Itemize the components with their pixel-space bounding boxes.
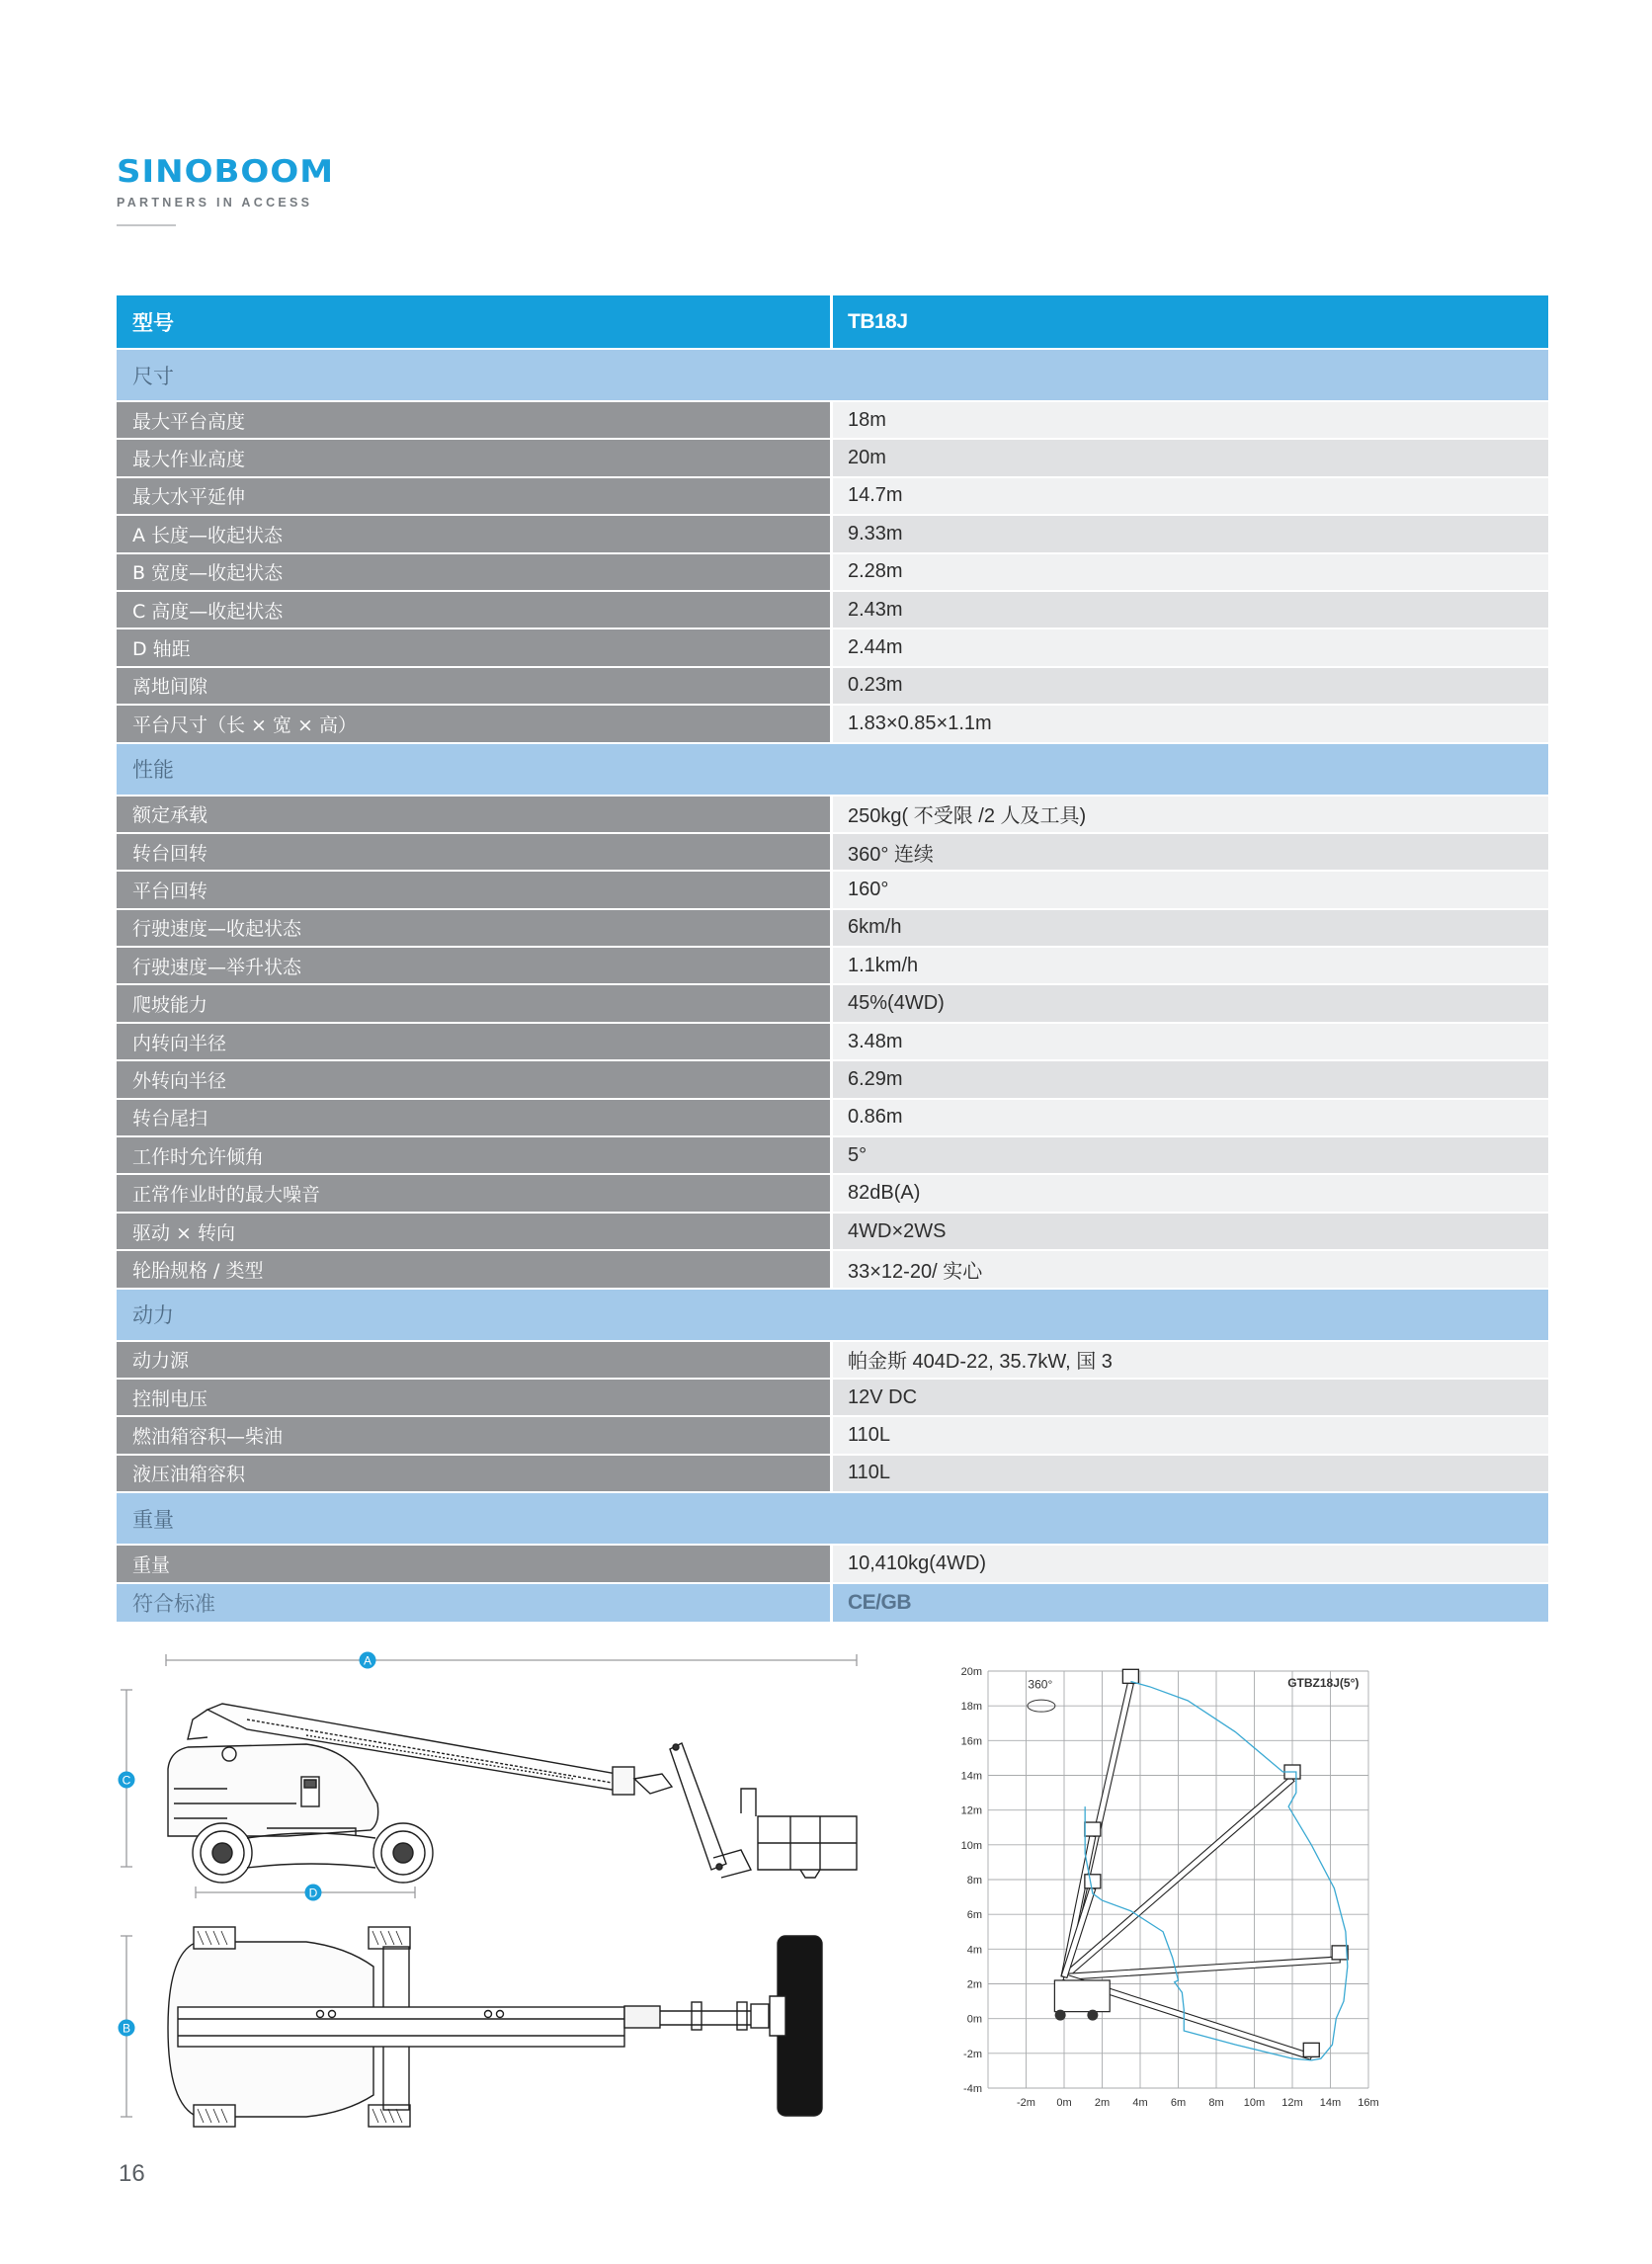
y-tick-label: 4m xyxy=(966,1944,982,1957)
chart-y-ticks xyxy=(961,1666,982,2095)
spec-label: 最大平台高度 xyxy=(117,402,833,438)
spec-value: 2.28m xyxy=(833,554,1548,590)
section-row xyxy=(117,1290,1548,1342)
section-title: 动力 xyxy=(117,1290,833,1340)
spec-row xyxy=(117,706,1548,743)
spec-value: 20m xyxy=(833,440,1548,475)
spec-row xyxy=(117,1175,1548,1213)
spec-row xyxy=(117,554,1548,592)
y-tick-label: 14m xyxy=(960,1770,982,1783)
spec-label: 控制电压 xyxy=(117,1380,833,1415)
spec-label: 驱动 × 转向 xyxy=(117,1214,833,1249)
spec-value: 1.83×0.85×1.1m xyxy=(833,706,1548,741)
section-row xyxy=(117,744,1548,797)
machine-dimension-drawing xyxy=(109,1640,879,2154)
section-title: 性能 xyxy=(117,744,833,795)
spec-value: 6km/h xyxy=(833,910,1548,946)
spec-label: A 长度—收起状态 xyxy=(117,516,833,551)
x-tick-label: 4m xyxy=(1132,2097,1148,2109)
section-title: 重量 xyxy=(117,1493,833,1544)
marker-c xyxy=(119,1772,135,1789)
spec-value: 14.7m xyxy=(833,478,1548,514)
y-tick-label: 10m xyxy=(960,1839,982,1852)
spec-label: 行驶速度—收起状态 xyxy=(117,910,833,946)
chart-machine-base xyxy=(1054,1980,1110,2021)
section-row xyxy=(117,350,1548,402)
spec-value: 6.29m xyxy=(833,1061,1548,1097)
svg-text:C: C xyxy=(122,1773,131,1788)
y-tick-label: 0m xyxy=(966,2013,982,2026)
boom-position xyxy=(1064,1957,1341,1980)
spec-label: B 宽度—收起状态 xyxy=(117,554,833,590)
section-spacer xyxy=(833,350,1548,400)
svg-text:B: B xyxy=(122,2021,131,2036)
platform-basket xyxy=(1085,1875,1101,1888)
spec-row xyxy=(117,1251,1548,1289)
marker-d xyxy=(305,1885,322,1901)
y-tick-label: 12m xyxy=(960,1804,982,1817)
spec-label: 爬坡能力 xyxy=(117,985,833,1021)
spec-row xyxy=(117,1137,1548,1175)
spec-value: 250kg( 不受限 /2 人及工具) xyxy=(833,797,1548,832)
spec-label: 工作时允许倾角 xyxy=(117,1137,833,1173)
spec-row xyxy=(117,1061,1548,1099)
spec-table-body xyxy=(117,350,1548,1584)
platform-basket xyxy=(1303,2043,1319,2056)
x-tick-label: 16m xyxy=(1358,2097,1379,2109)
spec-value: 110L xyxy=(833,1417,1548,1453)
spec-value: 360° 连续 xyxy=(833,834,1548,870)
x-tick-label: 14m xyxy=(1319,2097,1342,2109)
spec-value: 2.44m xyxy=(833,629,1548,665)
spec-row xyxy=(117,1380,1548,1417)
spec-value: 3.48m xyxy=(833,1024,1548,1059)
spec-value: 18m xyxy=(833,402,1548,438)
brand-tagline: PARTNERS IN ACCESS xyxy=(117,196,313,210)
spec-value: 160° xyxy=(833,872,1548,907)
spec-value: 1.1km/h xyxy=(833,948,1548,983)
y-tick-label: -2m xyxy=(963,2048,982,2060)
rotation-label: 360° xyxy=(1028,1677,1053,1692)
spec-label: 额定承载 xyxy=(117,797,833,832)
spec-row xyxy=(117,440,1548,477)
spec-label: 正常作业时的最大噪音 xyxy=(117,1175,833,1211)
page-number: 16 xyxy=(119,2160,145,2187)
y-tick-label: 16m xyxy=(960,1735,982,1748)
machine-wheel xyxy=(1055,2010,1066,2021)
x-tick-label: 12m xyxy=(1281,2097,1303,2109)
spec-label: 平台尺寸（长 × 宽 × 高） xyxy=(117,706,833,741)
marker-a xyxy=(360,1652,376,1669)
spec-value: 0.23m xyxy=(833,668,1548,704)
machine-chassis xyxy=(1054,1980,1110,2012)
y-tick-label: -4m xyxy=(963,2083,982,2095)
chart-title: GTBZ18J(5°) xyxy=(1287,1675,1360,1690)
spec-label: 液压油箱容积 xyxy=(117,1456,833,1491)
x-tick-label: 8m xyxy=(1208,2097,1224,2109)
platform-basket xyxy=(1085,1822,1101,1836)
y-tick-label: 18m xyxy=(960,1701,982,1714)
y-tick-label: 20m xyxy=(960,1666,982,1678)
spec-row xyxy=(117,910,1548,948)
standards-value: CE/GB xyxy=(833,1584,1548,1622)
working-range-chart xyxy=(939,1635,1403,2139)
x-tick-label: 0m xyxy=(1056,2097,1072,2109)
spec-label: 转台回转 xyxy=(117,834,833,870)
standards-label: 符合标准 xyxy=(117,1584,833,1622)
spec-row xyxy=(117,516,1548,553)
y-tick-label: 6m xyxy=(966,1909,982,1922)
svg-text:A: A xyxy=(363,1653,372,1668)
spec-row xyxy=(117,872,1548,909)
spec-label: 重量 xyxy=(117,1546,833,1581)
section-spacer xyxy=(833,1493,1548,1544)
spec-row xyxy=(117,478,1548,516)
standards-row xyxy=(117,1584,1548,1624)
logo-divider xyxy=(117,224,176,226)
envelope-line xyxy=(1130,1682,1347,2060)
spec-row xyxy=(117,629,1548,667)
spec-row xyxy=(117,1342,1548,1380)
spec-row xyxy=(117,797,1548,834)
svg-text:D: D xyxy=(308,1886,318,1900)
spec-row xyxy=(117,1214,1548,1251)
spec-label: 最大作业高度 xyxy=(117,440,833,475)
platform-basket xyxy=(1122,1669,1138,1683)
spec-row xyxy=(117,1546,1548,1583)
spec-value: 33×12-20/ 实心 xyxy=(833,1251,1548,1287)
rotation-annotation xyxy=(1028,1678,1055,1713)
spec-label: 最大水平延伸 xyxy=(117,478,833,514)
section-spacer xyxy=(833,1290,1548,1340)
spec-label: D 轴距 xyxy=(117,629,833,665)
spec-label: 内转向半径 xyxy=(117,1024,833,1059)
spec-row xyxy=(117,1100,1548,1137)
spec-row xyxy=(117,948,1548,985)
spec-label: 外转向半径 xyxy=(117,1061,833,1097)
spec-value: 0.86m xyxy=(833,1100,1548,1135)
spec-table xyxy=(117,295,1548,1624)
spec-value: 帕金斯 404D-22, 35.7kW, 国 3 xyxy=(833,1342,1548,1378)
brand-name: SINOBOOM xyxy=(117,153,335,191)
spec-value: 5° xyxy=(833,1137,1548,1173)
platform-basket xyxy=(1332,1946,1348,1960)
spec-label: 燃油箱容积—柴油 xyxy=(117,1417,833,1453)
spec-row xyxy=(117,592,1548,629)
spec-row xyxy=(117,668,1548,706)
spec-label: 平台回转 xyxy=(117,872,833,907)
spec-value: 110L xyxy=(833,1456,1548,1491)
spec-value: 10,410kg(4WD) xyxy=(833,1546,1548,1581)
spec-label: C 高度—收起状态 xyxy=(117,592,833,628)
spec-label: 离地间隙 xyxy=(117,668,833,704)
spec-label: 行驶速度—举升状态 xyxy=(117,948,833,983)
marker-b xyxy=(119,2020,135,2037)
machine-wheel xyxy=(1087,2010,1098,2021)
spec-value: 12V DC xyxy=(833,1380,1548,1415)
header-model: TB18J xyxy=(833,295,1548,348)
x-tick-label: 2m xyxy=(1094,2097,1111,2109)
spec-row xyxy=(117,402,1548,440)
spec-row xyxy=(117,1456,1548,1493)
top-view-machine xyxy=(168,1927,822,2127)
spec-row xyxy=(117,985,1548,1023)
spec-value: 45%(4WD) xyxy=(833,985,1548,1021)
side-view-machine xyxy=(168,1704,857,1883)
x-tick-label: 6m xyxy=(1170,2097,1187,2109)
spec-row xyxy=(117,1024,1548,1061)
chart-x-ticks xyxy=(1017,2097,1379,2109)
spec-value: 82dB(A) xyxy=(833,1175,1548,1211)
x-tick-label: 10m xyxy=(1243,2097,1266,2109)
table-header-row xyxy=(117,295,1548,350)
y-tick-label: 8m xyxy=(966,1875,982,1887)
spec-value: 4WD×2WS xyxy=(833,1214,1548,1249)
section-row xyxy=(117,1493,1548,1546)
section-spacer xyxy=(833,744,1548,795)
spec-value: 9.33m xyxy=(833,516,1548,551)
spec-row xyxy=(117,834,1548,872)
spec-row xyxy=(117,1417,1548,1455)
spec-label: 动力源 xyxy=(117,1342,833,1378)
spec-value: 2.43m xyxy=(833,592,1548,628)
spec-label: 转台尾扫 xyxy=(117,1100,833,1135)
y-tick-label: 2m xyxy=(966,1978,982,1991)
section-title: 尺寸 xyxy=(117,350,833,400)
brand-logo xyxy=(117,154,334,226)
spec-label: 轮胎规格 / 类型 xyxy=(117,1251,833,1287)
x-tick-label: -2m xyxy=(1017,2097,1035,2109)
header-label: 型号 xyxy=(117,295,833,348)
